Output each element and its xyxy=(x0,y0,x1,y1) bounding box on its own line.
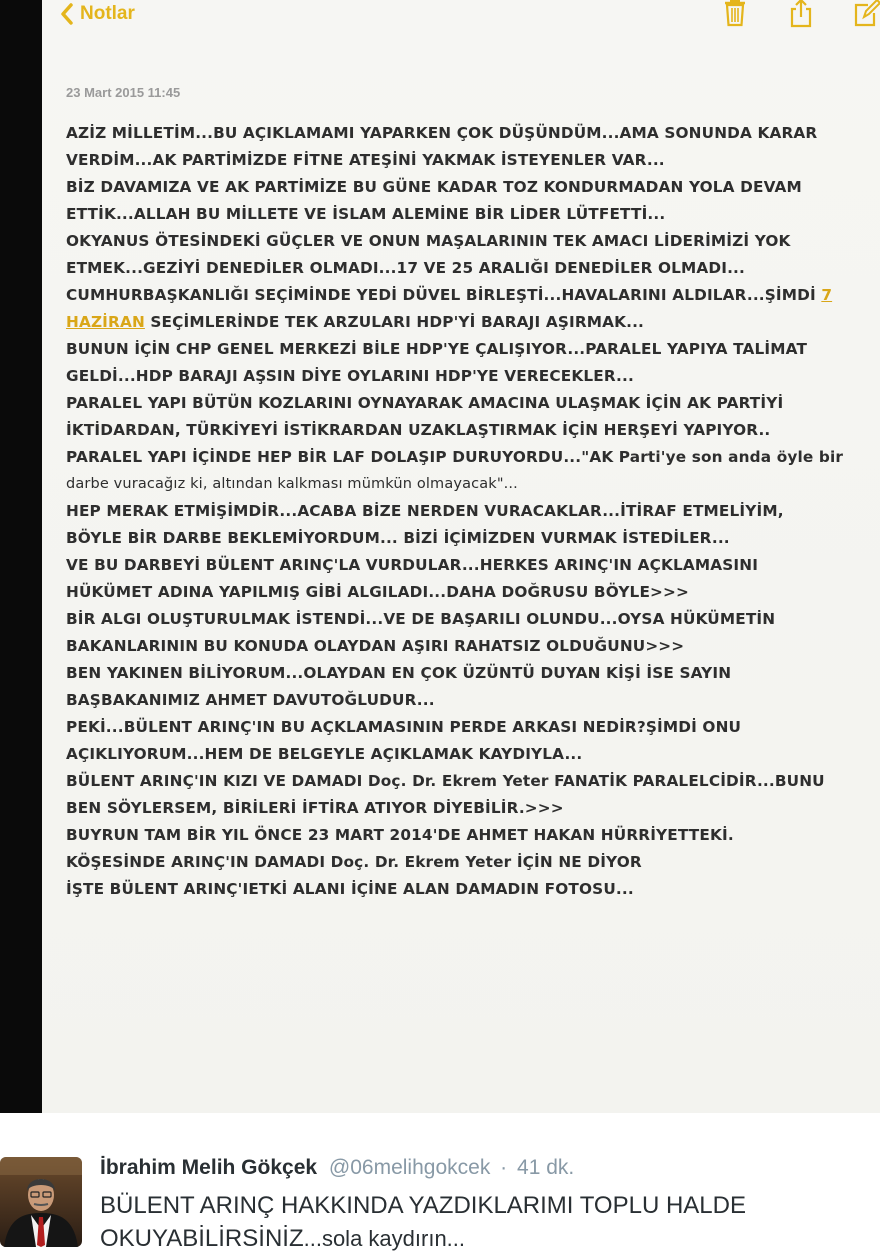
chevron-left-icon xyxy=(60,3,74,25)
note-line: VERDİM...AK PARTİMİZDE FİTNE ATEŞİNİ YAKMAK İSTEYENLER VAR... xyxy=(66,151,665,169)
tweet-text xyxy=(100,1189,860,1253)
note-line: BUYRUN TAM BİR YIL ÖNCE 23 MART 2014'DE AHMET HAKAN HÜRRİYETTEKİ. xyxy=(66,826,734,844)
tweet-text-line xyxy=(100,1222,860,1253)
note-line: OKYANUS ÖTESİNDEKİ GÜÇLER VE ONUN MAŞALARININ TEK AMACI LİDERİMİZİ YOK xyxy=(66,232,791,250)
avatar[interactable] xyxy=(0,1157,82,1247)
note-line: HEP MERAK ETMİŞİMDİR...ACABA BİZE NERDEN VURACAKLAR...İTİRAF ETMELİYİM, xyxy=(66,502,784,520)
note-line: BAKANLARININ BU KONUDA OLAYDAN AŞIRI RAHATSIZ OLDUĞUNU>>> xyxy=(66,637,685,655)
note-line: PEKİ...BÜLENT ARINÇ'IN BU AÇKLAMASININ PERDE ARKASI NEDİR?ŞİMDİ ONU xyxy=(66,718,742,736)
tweet-text-part: ...sola kaydırın... xyxy=(303,1226,466,1251)
note-line: HÜKÜMET ADINA YAPILMIŞ GİBİ ALGILADI...DAHA DOĞRUSU BÖYLE>>> xyxy=(66,583,689,601)
note-line: AÇIKLIYORUM...HEM DE BELGEYLE AÇIKLAMAK KAYDIYLA... xyxy=(66,745,583,763)
back-button[interactable] xyxy=(60,1,135,27)
tweet-author-line xyxy=(100,1156,574,1180)
note-line xyxy=(66,282,880,309)
tweet-time[interactable]: 41 dk. xyxy=(517,1156,575,1179)
note-line: BAŞBAKANIMIZ AHMET DAVUTOĞLUDUR... xyxy=(66,691,435,709)
back-label: Notlar xyxy=(80,3,135,24)
note-line: AZİZ MİLLETİM...BU AÇIKLAMAMI YAPARKEN ÇOK DÜŞÜNDÜM...AMA SONUNDA KARAR xyxy=(66,124,818,142)
note-line: BUNUN İÇİN CHP GENEL MERKEZİ BİLE HDP'YE ÇALIŞIYOR...PARALEL YAPIYA TALİMAT xyxy=(66,340,808,358)
tweet xyxy=(0,1113,880,1253)
note-line: BÜLENT ARINÇ'IN KIZI VE DAMADI Doç. Dr. Ekrem Yeter FANATİK PARALELCİDİR...BUNU xyxy=(66,772,825,790)
note-line: BÖYLE BİR DARBE BEKLEMİYORDUM... BİZİ İÇİMİZDEN VURMAK İSTEDİLER... xyxy=(66,529,730,547)
note-line: PARALEL YAPI İÇİNDE HEP BİR LAF DOLAŞIP DURUYORDU..."AK Parti'ye son anda öyle bir xyxy=(66,448,844,466)
compose-icon[interactable] xyxy=(852,0,880,28)
author-name[interactable]: İbrahim Melih Gökçek xyxy=(100,1156,318,1179)
note-line: KÖŞESİNDE ARINÇ'IN DAMADI Doç. Dr. Ekrem Yeter İÇİN NE DİYOR xyxy=(66,853,642,871)
note-line: VE BU DARBEYİ BÜLENT ARINÇ'LA VURDULAR...HERKES ARINÇ'IN AÇKLAMASINI xyxy=(66,556,759,574)
note-line-text: SEÇİMLERİNDE TEK ARZULARI HDP'Yİ BARAJI AŞIRMAK... xyxy=(150,313,644,331)
note-line: İKTİDARDAN, TÜRKİYEYİ İSTİKRARDAN UZAKLAŞTIRMAK İÇİN HERŞEYİ YAPIYOR.. xyxy=(66,421,771,439)
note-line: ETMEK...GEZİYİ DENEDİLER OLMADI...17 VE 25 ARALIĞI DENEDİLER OLMADI... xyxy=(66,259,745,277)
notes-toolbar xyxy=(42,0,880,32)
note-body[interactable] xyxy=(66,120,880,903)
trash-icon[interactable] xyxy=(722,0,748,28)
note-line-text: CUMHURBAŞKANLIĞI SEÇİMİNDE YEDİ DÜVEL BİRLEŞTİ...HAVALARINI ALDILAR...ŞİMDİ xyxy=(66,286,816,304)
note-line: ETTİK...ALLAH BU MİLLETE VE İSLAM ALEMİNE BİR LİDER LÜTFETTİ... xyxy=(66,205,666,223)
note-timestamp: 23 Mart 2015 11:45 xyxy=(66,85,181,100)
separator-dot: · xyxy=(500,1156,508,1179)
note-line xyxy=(66,309,880,336)
note-line: PARALEL YAPI BÜTÜN KOZLARINI OYNAYARAK AMACINA ULAŞMAK İÇİN AK PARTİYİ xyxy=(66,394,784,412)
date-link[interactable]: 7 xyxy=(821,286,833,304)
author-handle[interactable]: @06melihgokcek xyxy=(328,1156,491,1179)
note-line: İŞTE BÜLENT ARINÇ'IETKİ ALANI İÇİNE ALAN DAMADIN FOTOSU... xyxy=(66,880,634,898)
black-edge-strip xyxy=(0,0,42,1113)
tweet-text-line: BÜLENT ARINÇ HAKKINDA YAZDIKLARIMI TOPLU HALDE xyxy=(100,1192,746,1219)
note-line: BİR ALGI OLUŞTURULMAK İSTENDİ...VE DE BAŞARILI OLUNDU...OYSA HÜKÜMETİN xyxy=(66,610,776,628)
note-line: BEN SÖYLERSEM, BİRİLERİ İFTİRA ATIYOR DİYEBİLİR.>>> xyxy=(66,799,564,817)
note-line: BİZ DAVAMIZA VE AK PARTİMİZE BU GÜNE KADAR TOZ KONDURMADAN YOLA DEVAM xyxy=(66,178,802,196)
note-paper xyxy=(42,0,880,1113)
share-icon[interactable] xyxy=(788,0,814,28)
date-link[interactable]: HAZİRAN xyxy=(66,313,145,331)
tweet-text-part: OKUYABİLİRSİNİZ xyxy=(100,1225,304,1252)
note-line: GELDİ...HDP BARAJI AŞSIN DİYE OYLARINI HDP'YE VERECEKLER... xyxy=(66,367,634,385)
avatar-image xyxy=(0,1157,82,1247)
note-line: darbe vuracağız ki, altından kalkması mümkün olmayacak"... xyxy=(66,476,518,492)
note-line: BEN YAKINEN BİLİYORUM...OLAYDAN EN ÇOK ÜZÜNTÜ DUYAN KİŞİ İSE SAYIN xyxy=(66,664,732,682)
